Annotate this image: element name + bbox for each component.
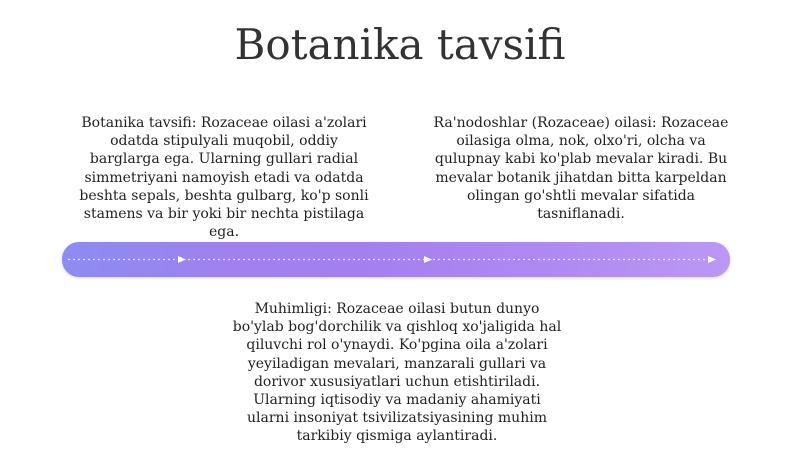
- page-title: Botanika tavsifi: [234, 20, 566, 69]
- timeline-arrows: [62, 242, 730, 277]
- arrow-right-icon: [178, 256, 186, 263]
- text-block-rosaceae-family: Ra'nodoshlar (Rozaceae) oilasi: Rozaceae oilasiga olma, nok, olxo'ri, olcha va qulupnay kabi ko'plab mevalar kiradi. Bu mevalar botanik jihatdan bitta karpeldan olingan go'shtli mevalar sifatida tasniflanadi.: [433, 115, 729, 223]
- timeline-bar: [62, 242, 730, 277]
- text-block-botanical-description: Botanika tavsifi: Rozaceae oilasi a'zolari odatda stipulyali muqobil, oddiy barglarga ega. Ularning gullari radial simmetriyani namoyish etadi va odatda beshta sepals, beshta gulbarg, ko'p sonli stamens va bir yoki bir nechta pistilaga ega.: [79, 115, 369, 241]
- arrow-right-icon: [708, 256, 716, 263]
- arrow-right-icon: [424, 256, 432, 263]
- text-block-importance: Muhimligi: Rozaceae oilasi butun dunyo bo'ylab bog'dorchilik va qishloq xo'jaligida hal qiluvchi rol o'ynaydi. Ko'pgina oila a'zolari yeyiladigan mevalari, manzarali gullari va dorivor xususiyatlari uchun etishtiriladi. Ularning iqtisodiy va madaniy ahamiyati ularni insoniyat tsivilizatsiyasining muhim tarkibiy qismiga aylantiradi.: [232, 301, 562, 445]
